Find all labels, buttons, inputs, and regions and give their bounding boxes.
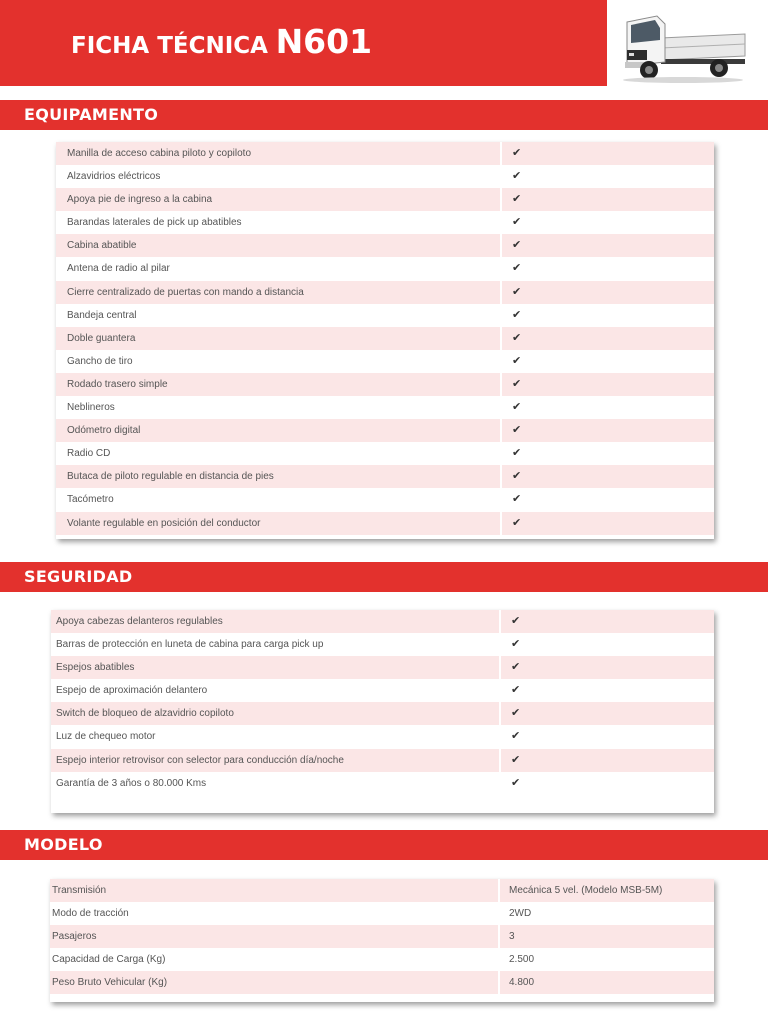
column-divider xyxy=(499,772,501,795)
check-icon: ✔ xyxy=(512,147,522,159)
column-divider xyxy=(498,971,500,994)
column-divider xyxy=(499,749,501,772)
check-icon: ✔ xyxy=(512,239,522,252)
row-label: Modo de tracción xyxy=(52,908,129,920)
table-row xyxy=(56,257,714,280)
table-row xyxy=(56,373,714,396)
table-row xyxy=(51,725,714,748)
check-icon: ✔ xyxy=(511,661,521,674)
check-icon: ✔ xyxy=(511,684,521,697)
table-padding xyxy=(51,795,714,813)
section-title: EQUIPAMENTO xyxy=(24,105,159,124)
column-divider xyxy=(500,327,502,350)
row-label: Butaca de piloto regulable en distancia de pies xyxy=(67,471,274,483)
modelo-table xyxy=(50,879,714,1002)
row-label: Gancho de tiro xyxy=(67,355,133,367)
section-header-modelo xyxy=(0,830,768,860)
row-label: Doble guantera xyxy=(67,332,136,344)
table-row xyxy=(56,304,714,327)
table-row xyxy=(51,749,714,772)
row-label: Luz de chequeo motor xyxy=(56,731,156,743)
table-row xyxy=(51,610,714,633)
column-divider xyxy=(499,656,501,679)
table-row xyxy=(56,165,714,188)
row-label: Volante regulable en posición del conductor xyxy=(67,517,261,529)
column-divider xyxy=(500,442,502,465)
table-row xyxy=(51,633,714,656)
column-divider xyxy=(499,679,501,702)
table-row xyxy=(50,902,714,925)
page-title-model: N601 xyxy=(275,22,373,61)
row-label: Cabina abatible xyxy=(67,240,137,252)
row-label: Espejo de aproximación delantero xyxy=(56,685,208,697)
table-row xyxy=(56,234,714,257)
column-divider xyxy=(500,304,502,327)
check-icon: ✔ xyxy=(512,331,522,344)
table-row xyxy=(51,656,714,679)
table-padding xyxy=(50,994,714,1002)
table-row xyxy=(51,679,714,702)
row-label: Manilla de acceso cabina piloto y copiloto xyxy=(67,148,251,159)
row-label: Apoya cabezas delanteros regulables xyxy=(56,616,223,627)
column-divider xyxy=(499,702,501,725)
section-title: MODELO xyxy=(24,835,103,854)
row-label: Rodado trasero simple xyxy=(67,378,168,390)
page-title-label: FICHA TÉCNICA xyxy=(71,33,268,59)
check-icon: ✔ xyxy=(512,193,522,206)
table-row xyxy=(56,327,714,350)
row-label: Transmisión xyxy=(52,885,107,896)
column-divider xyxy=(500,142,502,165)
row-label: Espejos abatibles xyxy=(56,662,135,674)
row-label: Antena de radio al pilar xyxy=(67,263,170,275)
table-row xyxy=(56,188,714,211)
row-label: Apoya pie de ingreso a la cabina xyxy=(67,194,213,206)
column-divider xyxy=(500,350,502,373)
check-icon: ✔ xyxy=(512,216,522,229)
check-icon: ✔ xyxy=(512,285,522,298)
check-icon: ✔ xyxy=(512,470,522,483)
section-header-seguridad xyxy=(0,562,768,592)
column-divider xyxy=(500,234,502,257)
row-label: Bandeja central xyxy=(67,309,137,321)
row-value: 3 xyxy=(509,931,515,943)
column-divider xyxy=(498,925,500,948)
column-divider xyxy=(500,257,502,280)
check-icon: ✔ xyxy=(511,730,521,743)
column-divider xyxy=(499,725,501,748)
check-icon: ✔ xyxy=(511,707,521,720)
column-divider xyxy=(499,633,501,656)
check-icon: ✔ xyxy=(512,401,522,414)
column-divider xyxy=(500,281,502,304)
table-row xyxy=(50,971,714,994)
row-label: Cierre centralizado de puertas con mando a distancia xyxy=(67,286,304,298)
column-divider xyxy=(500,396,502,419)
check-icon: ✔ xyxy=(511,638,521,651)
check-icon: ✔ xyxy=(512,262,522,275)
column-divider xyxy=(499,610,501,633)
row-label: Peso Bruto Vehicular (Kg) xyxy=(52,977,168,989)
table-row xyxy=(56,350,714,373)
truck-image xyxy=(613,4,749,84)
column-divider xyxy=(500,512,502,535)
check-icon: ✔ xyxy=(512,354,522,367)
table-row xyxy=(50,925,714,948)
table-row xyxy=(51,772,714,795)
row-label: Neblineros xyxy=(67,402,115,414)
table-padding xyxy=(56,535,714,539)
table-row xyxy=(56,419,714,442)
table-row xyxy=(56,442,714,465)
row-value: Mecánica 5 vel. (Modelo MSB-5M) xyxy=(509,885,663,896)
check-icon: ✔ xyxy=(511,615,521,627)
table-row xyxy=(56,396,714,419)
check-icon: ✔ xyxy=(512,447,522,460)
check-icon: ✔ xyxy=(511,776,521,789)
row-label: Barandas laterales de pick up abatibles xyxy=(67,217,242,229)
column-divider xyxy=(500,373,502,396)
row-label: Capacidad de Carga (Kg) xyxy=(52,954,166,966)
seguridad-table xyxy=(51,610,714,813)
check-icon: ✔ xyxy=(512,170,522,183)
column-divider xyxy=(498,948,500,971)
table-row xyxy=(51,702,714,725)
column-divider xyxy=(500,465,502,488)
row-label: Switch de bloqueo de alzavidrio copiloto xyxy=(56,708,234,720)
table-row xyxy=(56,465,714,488)
section-header-equipamento xyxy=(0,100,768,130)
column-divider xyxy=(500,165,502,188)
column-divider xyxy=(500,211,502,234)
row-value: 2WD xyxy=(509,908,532,920)
column-divider xyxy=(500,419,502,442)
row-label: Alzavidrios eléctricos xyxy=(67,171,161,183)
check-icon: ✔ xyxy=(512,424,522,437)
column-divider xyxy=(498,902,500,925)
header-banner xyxy=(0,0,607,86)
check-icon: ✔ xyxy=(512,377,522,390)
column-divider xyxy=(498,879,500,902)
table-row xyxy=(50,948,714,971)
row-label: Pasajeros xyxy=(52,931,97,943)
table-row xyxy=(56,211,714,234)
column-divider xyxy=(500,488,502,511)
row-label: Tacómetro xyxy=(67,494,114,506)
row-value: 4.800 xyxy=(509,977,535,989)
table-row xyxy=(56,488,714,511)
row-label: Odómetro digital xyxy=(67,425,141,437)
row-value: 2.500 xyxy=(509,954,535,966)
column-divider xyxy=(500,188,502,211)
check-icon: ✔ xyxy=(511,753,521,766)
row-label: Espejo interior retrovisor con selector para conducción día/noche xyxy=(56,754,344,766)
row-label: Barras de protección en luneta de cabina para carga pick up xyxy=(56,639,324,651)
table-row xyxy=(56,512,714,535)
row-label: Garantía de 3 años o 80.000 Kms xyxy=(56,777,207,789)
table-row xyxy=(50,879,714,902)
table-row xyxy=(56,142,714,165)
check-icon: ✔ xyxy=(512,493,522,506)
section-title: SEGURIDAD xyxy=(24,567,133,586)
check-icon: ✔ xyxy=(512,308,522,321)
page-title xyxy=(71,22,372,61)
row-label: Radio CD xyxy=(67,448,111,460)
equipamento-table xyxy=(56,142,714,539)
table-row xyxy=(56,281,714,304)
check-icon: ✔ xyxy=(512,516,522,529)
